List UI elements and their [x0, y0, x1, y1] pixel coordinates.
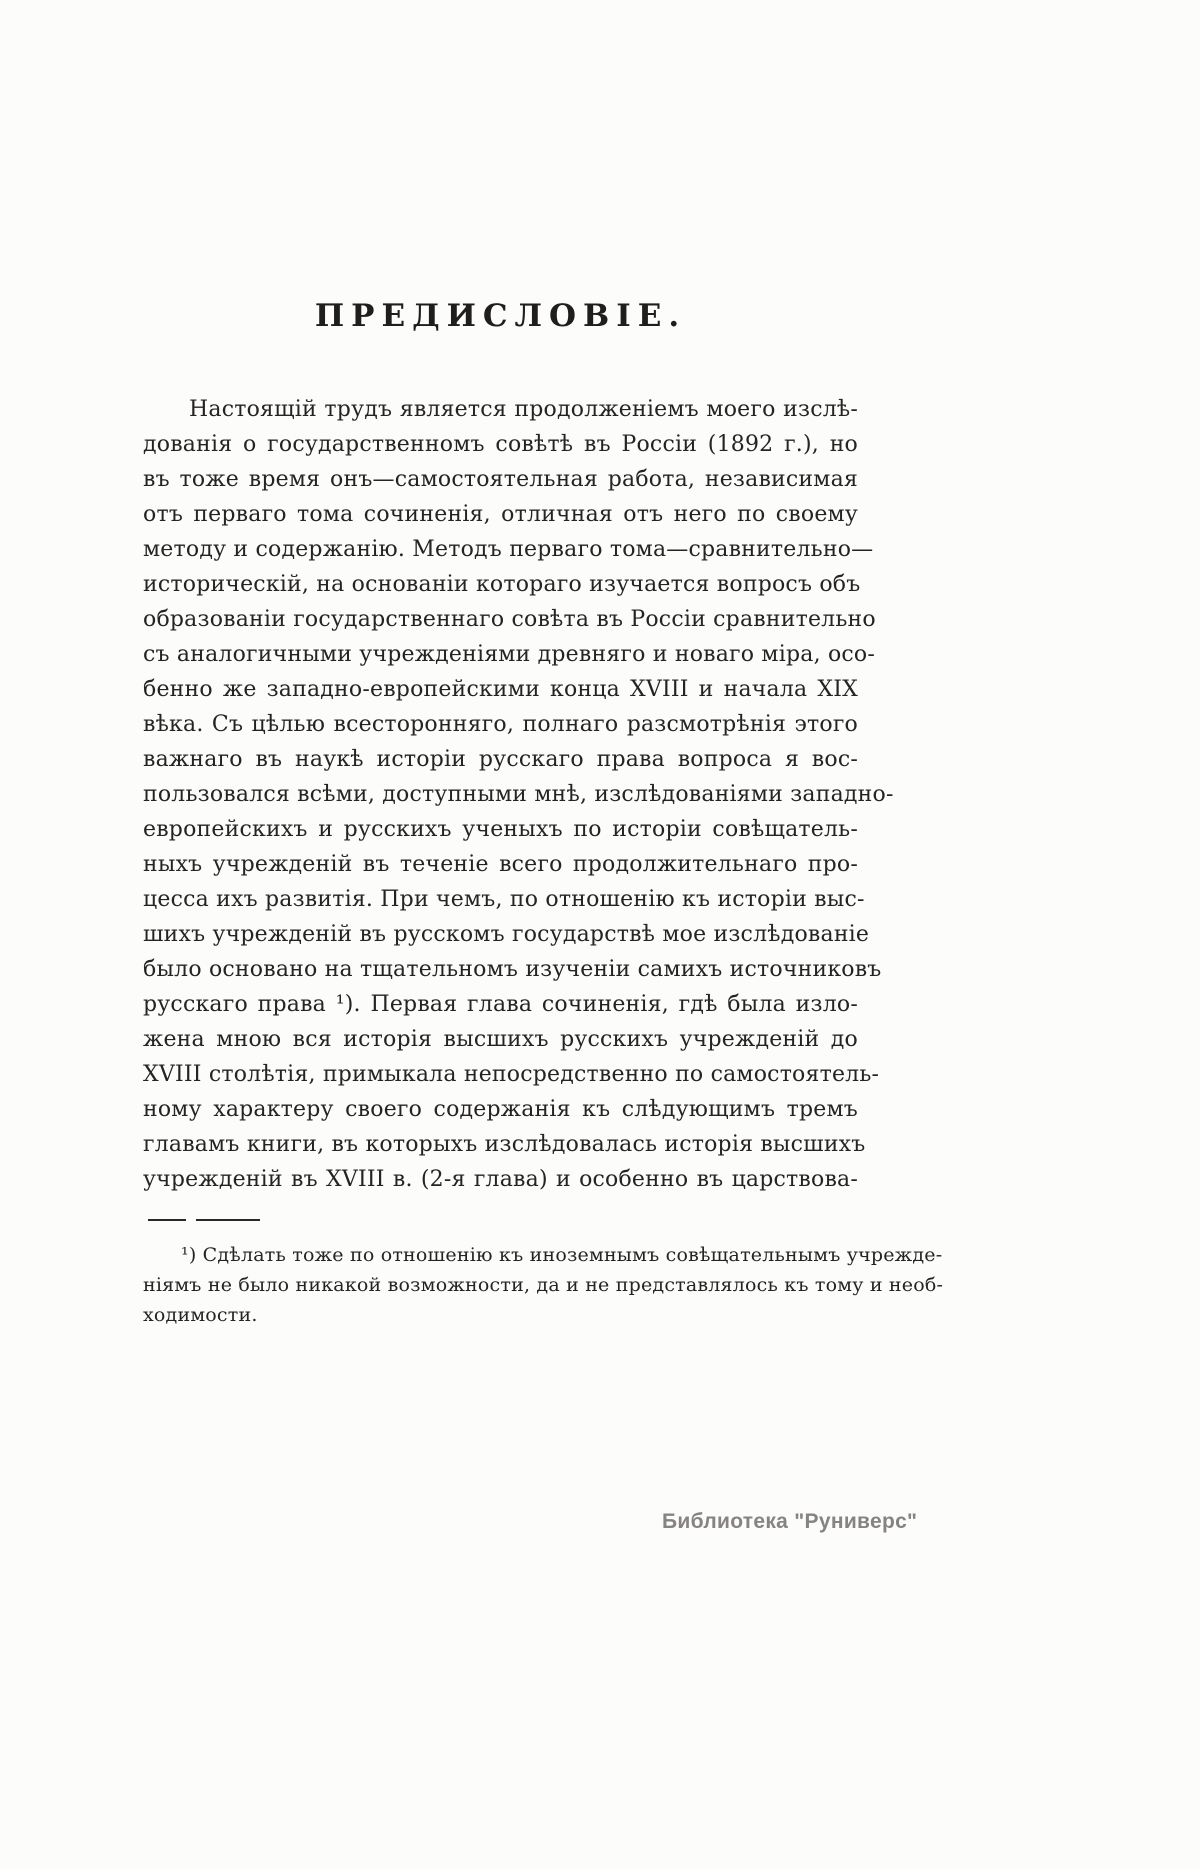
body-text-line: важнаго въ наукѣ исторіи русскаго права вопроса я вос- — [143, 747, 858, 772]
footnote — [143, 1240, 944, 1330]
body-text-line: въ тоже время онъ—самостоятельная работа, независимая — [143, 467, 858, 492]
footnote-line: ¹) Сдѣлать тоже по отношенію къ иноземнымъ совѣщательнымъ учрежде- — [181, 1244, 943, 1266]
body-text-line: историческій, на основаніи котораго изучается вопросъ объ — [143, 572, 861, 597]
body-text-line: ныхъ учрежденій въ теченіе всего продолжительнаго про- — [143, 852, 858, 877]
footnote-separator-segment — [148, 1219, 186, 1221]
footnote-separator-segment — [196, 1219, 260, 1221]
body-text-line: съ аналогичными учрежденіями древняго и новаго міра, осо- — [143, 642, 875, 667]
page-title: ПРЕДИСЛОВІЕ. — [314, 298, 687, 334]
body-text-line: Настоящій трудъ является продолженіемъ моего изслѣ- — [189, 397, 858, 422]
body-text-line: русскаго права ¹). Первая глава сочиненія, гдѣ была изло- — [143, 992, 858, 1017]
body-text-line: шихъ учрежденій въ русскомъ государствѣ мое изслѣдованіе — [143, 922, 870, 947]
body-text-line: жена мною вся исторія высшихъ русскихъ учрежденій до — [143, 1027, 858, 1052]
body-text-line: отъ перваго тома сочиненія, отличная отъ него по своему — [143, 502, 858, 527]
footnote-line: ходимости. — [143, 1304, 258, 1326]
body-text-line: европейскихъ и русскихъ ученыхъ по исторіи совѣщатель- — [143, 817, 858, 842]
body-text-line: вѣка. Съ цѣлью всесторонняго, полнаго разсмотрѣнія этого — [143, 712, 858, 737]
footnote-line: ніямъ не было никакой возможности, да и не представлялось къ тому и необ- — [143, 1274, 944, 1296]
body-text-line: образованіи государственнаго совѣта въ Россіи сравнительно — [143, 607, 876, 632]
body-text-line: бенно же западно-европейскими конца XVIII и начала XIX — [143, 677, 858, 702]
body-text-line: методу и содержанію. Методъ перваго тома—сравнительно— — [143, 537, 874, 562]
preface-body — [143, 392, 894, 1197]
footnote-separator — [148, 1219, 278, 1221]
library-watermark: Библиотека "Руниверс" — [662, 1510, 918, 1533]
body-text-line: цесса ихъ развитія. При чемъ, по отношенію къ исторіи выс- — [143, 887, 865, 912]
body-text-line: XVIII столѣтія, примыкала непосредственно по самостоятель- — [143, 1062, 880, 1087]
body-text-line: дованія о государственномъ совѣтѣ въ Россіи (1892 г.), но — [143, 432, 858, 457]
body-text-line: пользовался всѣми, доступными мнѣ, изслѣдованіями западно- — [143, 782, 894, 807]
body-text-line: учрежденій въ XVIII в. (2-я глава) и особенно въ царствова- — [143, 1167, 858, 1192]
body-text-line: главамъ книги, въ которыхъ изслѣдовалась исторія высшихъ — [143, 1132, 866, 1157]
body-text-line: ному характеру своего содержанія къ слѣдующимъ тремъ — [143, 1097, 858, 1122]
body-text-line: было основано на тщательномъ изученіи самихъ источниковъ — [143, 957, 882, 982]
